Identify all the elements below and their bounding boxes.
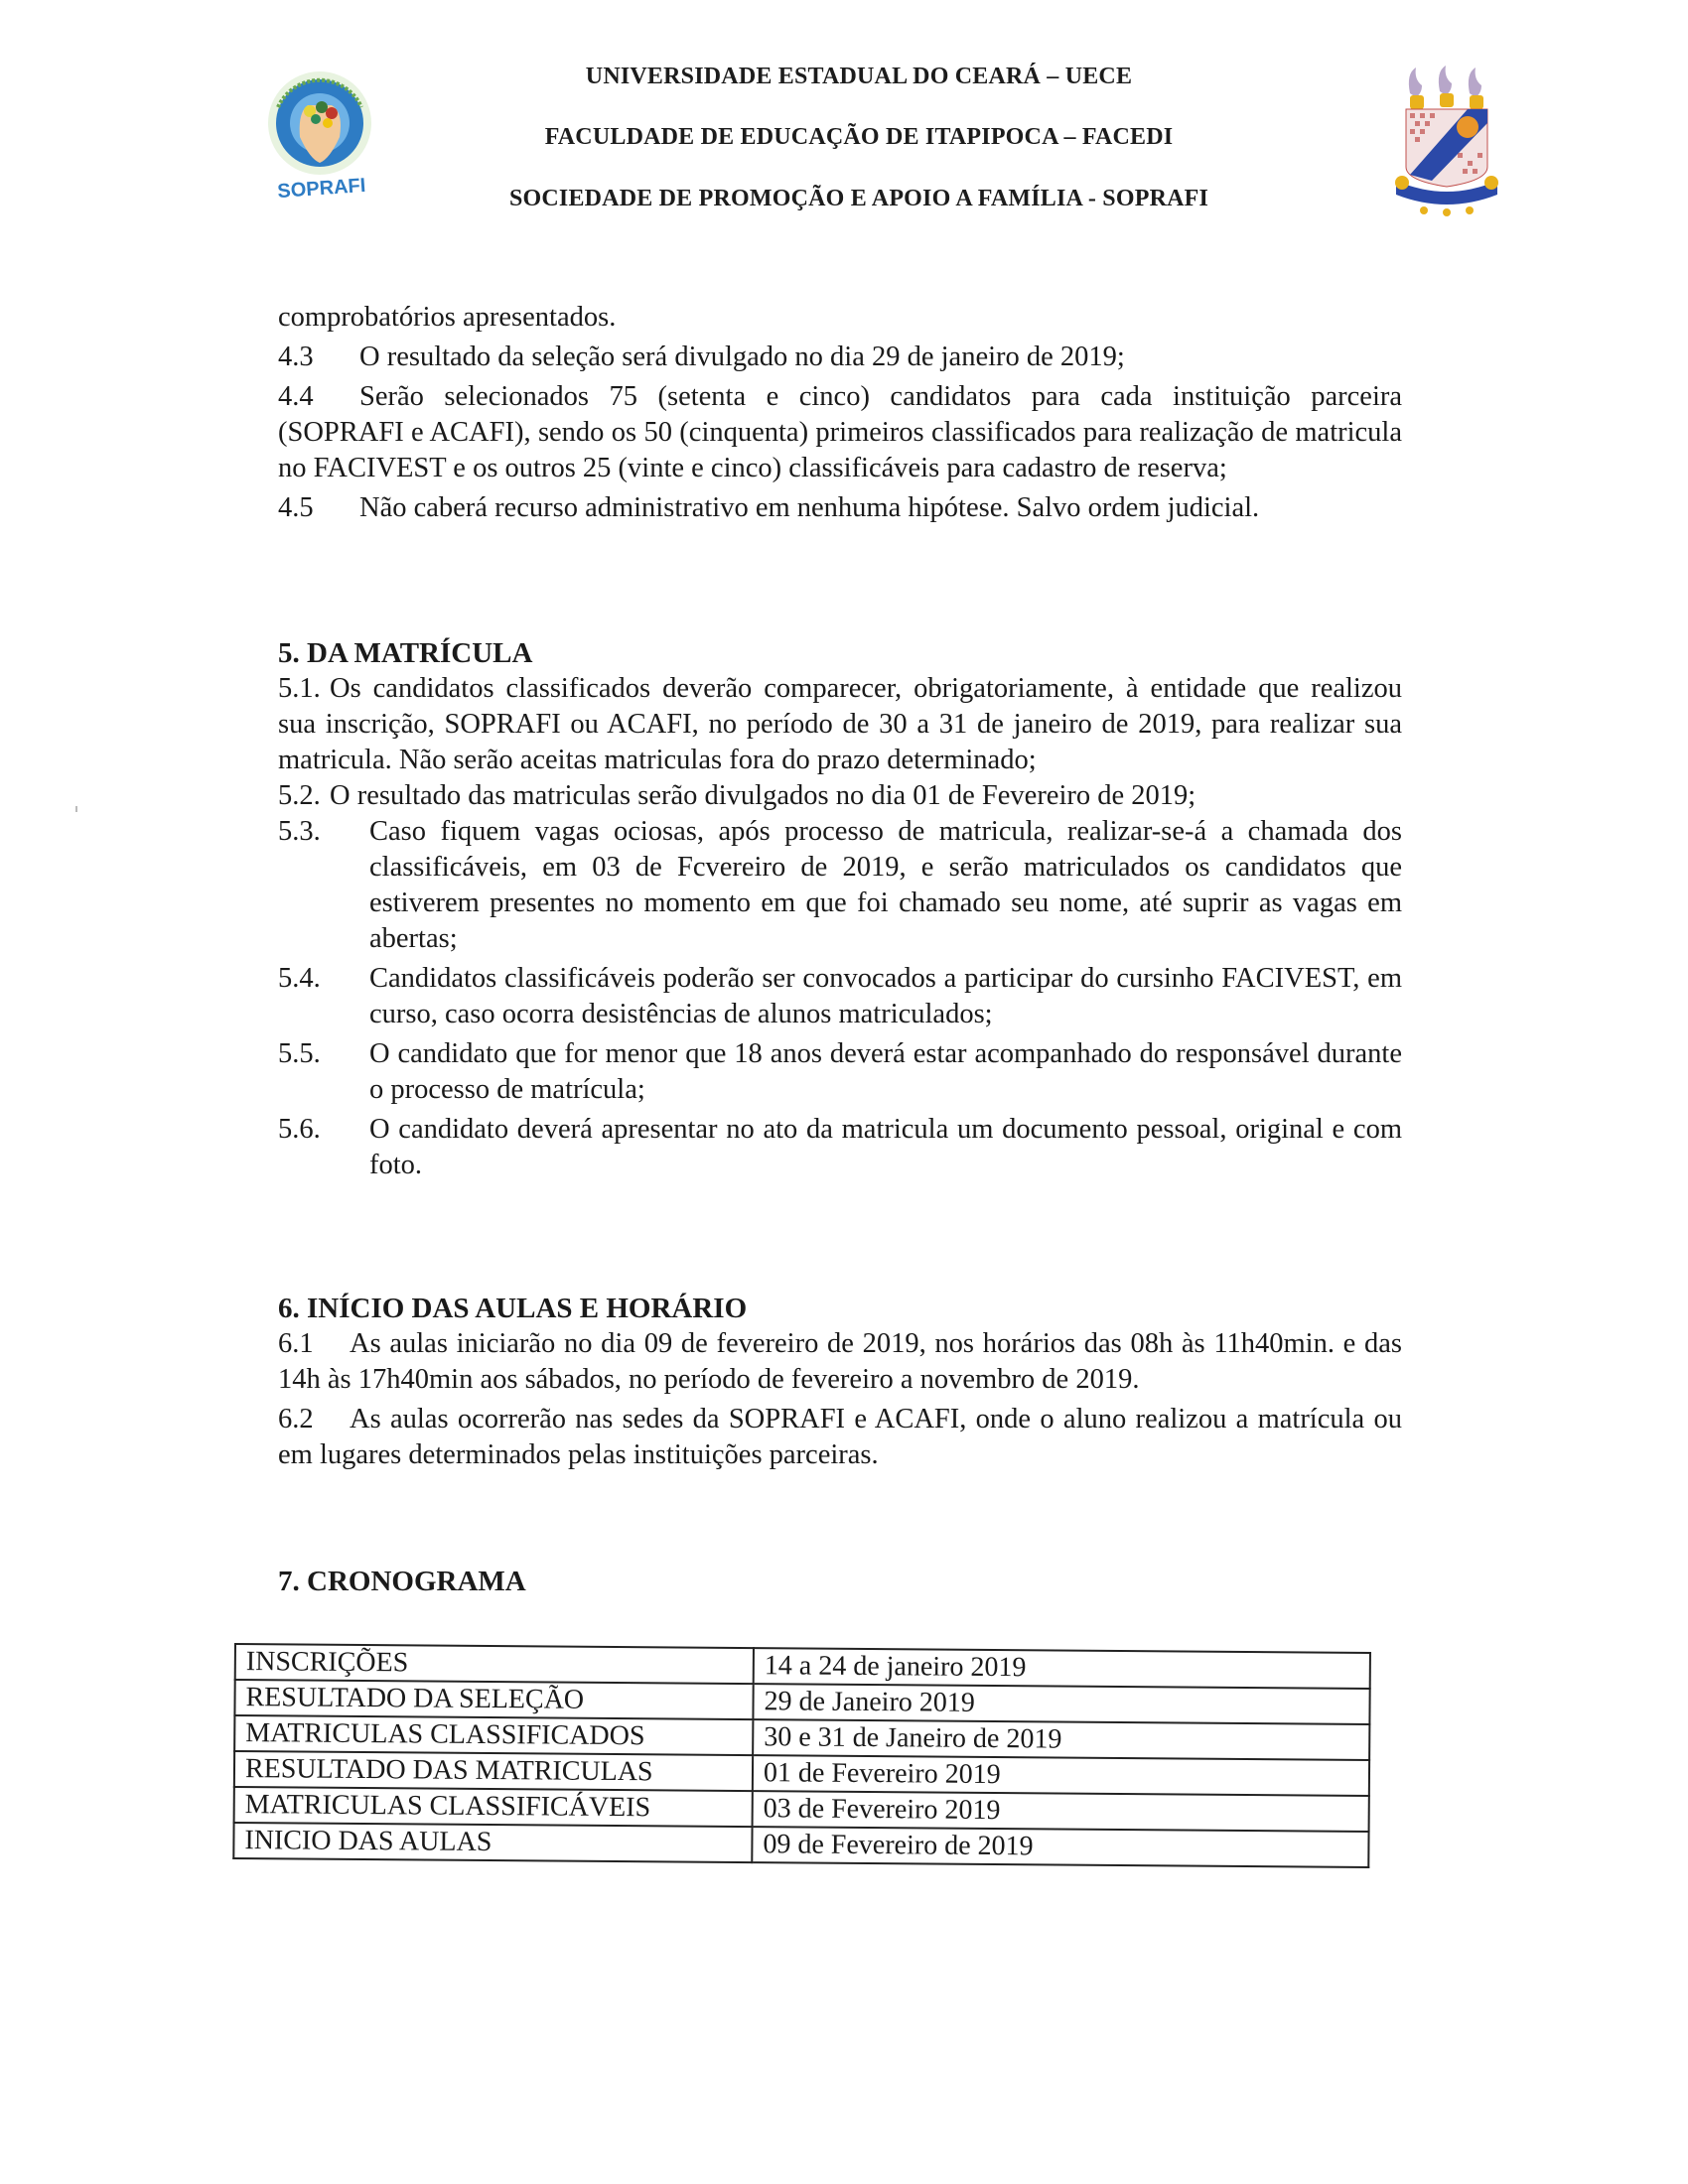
event-cell: MATRICULAS CLASSIFICADOS xyxy=(234,1715,753,1755)
item-number: 5.4. xyxy=(278,963,321,994)
date-cell: 30 e 31 de Janeiro de 2019 xyxy=(753,1719,1369,1760)
section-6-title: 6. INÍCIO DAS AULAS E HORÁRIO xyxy=(278,1293,748,1324)
event-cell: INICIO DAS AULAS xyxy=(233,1823,752,1862)
item-text: Caso fiquem vagas ociosas, após processo de matricula, realizar-se-á a chamada dos classificáveis, em 03 de Fcvereiro de 2019, e serão matriculados os candidatos que estiverem presentes no momento em que foi chamado seu nome, até suprir as vagas em abertas; xyxy=(369,816,1402,954)
date-cell: 03 de Fevereiro 2019 xyxy=(753,1791,1369,1832)
item-text: Candidatos classificáveis poderão ser convocados a participar do cursinho FACIVEST, em curso, caso ocorra desistências de alunos matriculados; xyxy=(369,963,1402,1029)
date-cell: 14 a 24 de janeiro 2019 xyxy=(754,1648,1370,1689)
header-society: SOCIEDADE DE PROMOÇÃO E APOIO A FAMÍLIA - SOPRAFI xyxy=(508,186,1209,211)
date-cell: 09 de Fevereiro de 2019 xyxy=(752,1827,1368,1867)
item-text: O resultado das matriculas serão divulgados no dia 01 de Fevereiro de 2019; xyxy=(330,780,1196,811)
date-cell: 29 de Janeiro 2019 xyxy=(753,1684,1369,1724)
table-row xyxy=(233,1823,1368,1867)
item-number: 5.1. xyxy=(278,673,321,704)
section-4 xyxy=(278,300,1402,526)
item-4-3 xyxy=(278,340,1402,375)
item-5-3 xyxy=(278,814,1402,957)
scan-speck xyxy=(75,806,77,812)
header-university: UNIVERSIDADE ESTADUAL DO CEARÁ – UECE xyxy=(585,64,1133,89)
item-4-5 xyxy=(278,490,1402,526)
item-number: 4.5 xyxy=(278,492,314,523)
cronograma-table xyxy=(232,1643,1371,1868)
item-text: O resultado da seleção será divulgado no dia 29 de janeiro de 2019; xyxy=(359,341,1125,372)
section-4-continuation: comprobatórios apresentados. xyxy=(278,302,617,333)
item-6-2 xyxy=(278,1402,1402,1473)
soprafi-logo xyxy=(260,68,385,206)
item-number: 5.5. xyxy=(278,1038,321,1069)
date-cell: 01 de Fevereiro 2019 xyxy=(753,1755,1369,1796)
event-cell: RESULTADO DAS MATRICULAS xyxy=(234,1751,753,1791)
item-text: As aulas iniciarão no dia 09 de fevereiro de 2019, nos horários das 08h às 11h40min. e das 14h às 17h40min aos sábados, no período de fevereiro a novembro de 2019. xyxy=(278,1328,1402,1395)
section-6 xyxy=(278,1291,1402,1473)
item-number: 4.4 xyxy=(278,381,314,412)
item-6-1 xyxy=(278,1326,1402,1398)
item-text: O candidato deverá apresentar no ato da matricula um documento pessoal, original e com foto. xyxy=(369,1114,1402,1180)
item-number: 6.2 xyxy=(278,1404,314,1434)
section-7 xyxy=(278,1564,1402,1599)
item-5-1 xyxy=(278,671,1402,778)
event-cell: RESULTADO DA SELEÇÃO xyxy=(234,1680,753,1719)
item-5-5 xyxy=(278,1036,1402,1108)
event-cell: MATRICULAS CLASSIFICÁVEIS xyxy=(234,1787,753,1827)
item-text: O candidato que for menor que 18 anos deverá estar acompanhado do responsável durante o processo de matrícula; xyxy=(369,1038,1402,1105)
item-number: 5.6. xyxy=(278,1114,321,1145)
item-text: As aulas ocorrerão nas sedes da SOPRAFI e ACAFI, onde o aluno realizou a matrícula ou em lugares determinados pelas instituições parceiras. xyxy=(278,1404,1402,1470)
item-text: Não caberá recurso administrativo em nenhuma hipótese. Salvo ordem judicial. xyxy=(359,492,1260,523)
section-5-title: 5. DA MATRÍCULA xyxy=(278,637,533,669)
item-number: 5.2. xyxy=(278,780,321,811)
uece-crest-logo xyxy=(1388,64,1505,222)
item-5-6 xyxy=(278,1112,1402,1183)
item-number: 5.3. xyxy=(278,816,321,847)
item-text: Os candidatos classificados deverão comparecer, obrigatoriamente, à entidade que realizou sua inscrição, SOPRAFI ou ACAFI, no período de 30 a 31 de janeiro de 2019, para realizar sua matricula. Não serão aceitas matriculas fora do prazo determinado; xyxy=(278,673,1402,775)
item-5-4 xyxy=(278,961,1402,1032)
section-7-title: 7. CRONOGRAMA xyxy=(278,1566,526,1597)
section-5 xyxy=(278,635,1402,1183)
item-4-4 xyxy=(278,379,1402,486)
svg-text:SOPRAFI: SOPRAFI xyxy=(276,174,366,204)
item-text: Serão selecionados 75 (setenta e cinco) candidatos para cada instituição parceira (SOPRAFI e ACAFI), sendo os 50 (cinquenta) primeiros classificados para realização de matricula no FACIVEST e os outros 25 (vinte e cinco) classificáveis para cadastro de reserva; xyxy=(278,381,1402,483)
event-cell: INSCRIÇÕES xyxy=(235,1644,754,1684)
item-number: 6.1 xyxy=(278,1328,314,1359)
item-5-2 xyxy=(278,778,1402,814)
header-faculty: FACULDADE DE EDUCAÇÃO DE ITAPIPOCA – FACEDI xyxy=(544,124,1174,150)
item-number: 4.3 xyxy=(278,341,314,372)
